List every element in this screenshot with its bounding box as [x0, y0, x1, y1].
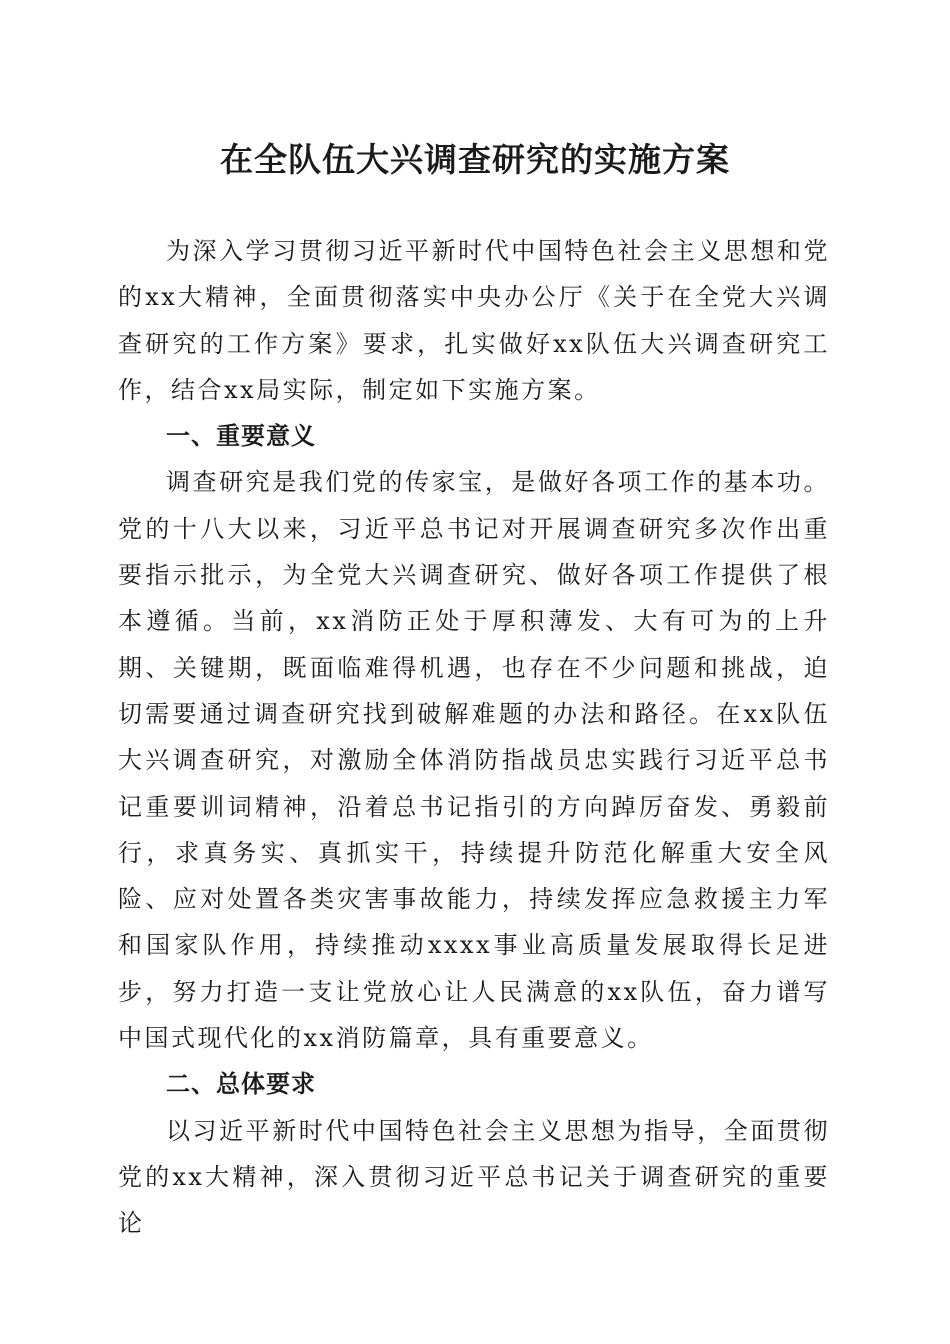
section-2-paragraph: 以习近平新时代中国特色社会主义思想为指导，全面贯彻党的xx大精神，深入贯彻习近平总书记关于调查研究的重要论 [118, 1116, 830, 1238]
section-1-paragraph: 调查研究是我们党的传家宝，是做好各项工作的基本功。党的十八大以来，习近平总书记对开展调查研究多次作出重要指示批示，为全党大兴调查研究、做好各项工作提供了根本遵循。当前，xx消防正处于厚积薄发、大有可为的上升期、关键期，既面临难得机遇，也存在不少问题和挑战，迫切需要通过调查研究找到破解难题的办法和路径。在xx队伍大兴调查研究，对激励全体消防指战员忠实践行习近平总书记重要训词精神，沿着总书记指引的方向踔厉奋发、勇毅前行，求真务实、真抓实干，持续提升防范化解重大安全风险、应对处置各类灾害事故能力，持续发挥应急救援主力军和国家队作用，持续推动xxxx事业高质量发展取得长足进步，努力打造一支让党放心让人民满意的xx队伍，奋力谱写中国式现代化的xx消防篇章，具有重要意义。 [118, 468, 830, 1053]
section-2-heading: 二、总体要求 [166, 1070, 316, 1099]
document-body [118, 228, 830, 1247]
section-1-heading: 一、重要意义 [166, 422, 316, 451]
intro-paragraph: 为深入学习贯彻习近平新时代中国特色社会主义思想和党的xx大精神，全面贯彻落实中央办公厅《关于在全党大兴调查研究的工作方案》要求，扎实做好xx队伍大兴调查研究工作，结合xx局实际，制定如下实施方案。 [118, 237, 830, 404]
document-title: 在全队伍大兴调查研究的实施方案 [220, 140, 730, 179]
